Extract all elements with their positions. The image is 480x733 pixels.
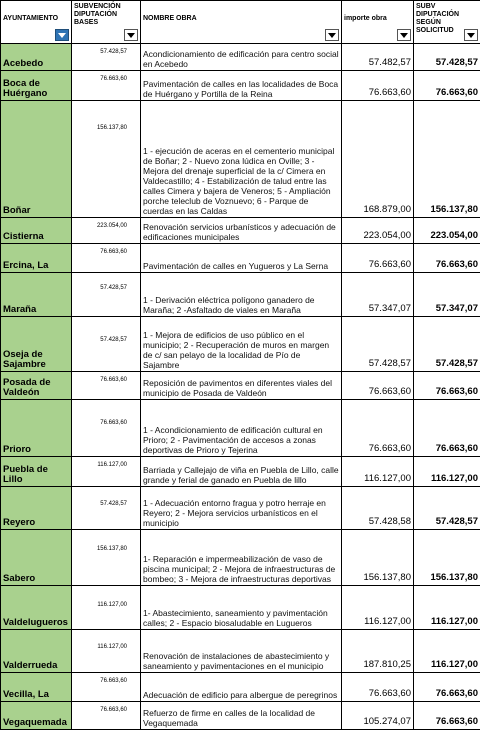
cell-importe-obra[interactable]: 223.054,00: [342, 218, 414, 244]
cell-nombre-obra[interactable]: 1- Reparación e impermeabilización de vaso de piscina municipal; 2 - Mejora de infraestructuras de bombeo; 3 - Mejora de infraestructuras deportivas: [141, 530, 342, 586]
cell-subvencion[interactable]: 116.127,00: [72, 586, 141, 630]
cell-ayuntamiento[interactable]: Vegaquemada: [1, 702, 72, 730]
table-row: [1, 218, 480, 244]
header-nombre-obra-label: NOMBRE OBRA: [143, 15, 197, 22]
cell-importe-obra[interactable]: 76.663,60: [342, 400, 414, 457]
cell-subv-solicitud[interactable]: 57.428,57: [414, 487, 480, 530]
cell-nombre-obra[interactable]: Barriada y Callejajo de viña en Puebla de Lillo, calle grande y ferial de ganado en Puebla de lillo: [141, 457, 342, 487]
cell-subv-solicitud[interactable]: 223.054,00: [414, 218, 480, 244]
cell-ayuntamiento[interactable]: Ercina, La: [1, 244, 72, 273]
cell-subvencion[interactable]: 57.428,57: [72, 487, 141, 530]
header-nombre-obra: [141, 1, 342, 44]
cell-subvencion[interactable]: 116.127,00: [72, 630, 141, 673]
cell-importe-obra[interactable]: 168.879,00: [342, 101, 414, 218]
cell-subvencion[interactable]: 223.054,00: [72, 218, 141, 244]
cell-subvencion[interactable]: 57.428,57: [72, 273, 141, 317]
header-importe-obra: [342, 1, 414, 44]
header-subvencion-label: SUBVENCIÓN DIPUTACIÓN BASES: [74, 3, 121, 26]
header-subvencion: [72, 1, 141, 44]
cell-ayuntamiento[interactable]: Boñar: [1, 101, 72, 218]
header-subv-solicitud: [414, 1, 480, 44]
cell-subv-solicitud[interactable]: 76.663,60: [414, 702, 480, 730]
cell-subv-solicitud[interactable]: 156.137,80: [414, 530, 480, 586]
cell-nombre-obra[interactable]: 1 - Acondicionamiento de edificación cultural en Prioro; 2 - Pavimentación de accesos a zonas deportivas de Prioro y Tejerina: [141, 400, 342, 457]
cell-importe-obra[interactable]: 116.127,00: [342, 586, 414, 630]
table-row: [1, 273, 480, 317]
filter-dropdown-subvencion[interactable]: [124, 29, 138, 41]
cell-ayuntamiento[interactable]: Valderrueda: [1, 630, 72, 673]
filter-dropdown-subv-solicitud[interactable]: [464, 29, 478, 41]
chevron-down-icon: [328, 33, 336, 38]
cell-subvencion[interactable]: 57.428,57: [72, 317, 141, 372]
cell-subv-solicitud[interactable]: 76.663,60: [414, 400, 480, 457]
header-ayuntamiento-label: AYUNTAMIENTO: [3, 15, 59, 22]
cell-subv-solicitud[interactable]: 116.127,00: [414, 630, 480, 673]
cell-subv-solicitud[interactable]: 76.663,60: [414, 673, 480, 702]
cell-subv-solicitud[interactable]: 76.663,60: [414, 372, 480, 400]
cell-nombre-obra[interactable]: 1 - Adecuación entorno fragua y potro herraje en Reyero; 2 - Mejora servicios urbanísticos en el municipio: [141, 487, 342, 530]
cell-subvencion[interactable]: 156.137,80: [72, 101, 141, 218]
cell-ayuntamiento[interactable]: Posada de Valdeón: [1, 372, 72, 400]
cell-importe-obra[interactable]: 76.663,60: [342, 372, 414, 400]
cell-importe-obra[interactable]: 187.810,25: [342, 630, 414, 673]
cell-importe-obra[interactable]: 76.663,60: [342, 673, 414, 702]
cell-ayuntamiento[interactable]: Reyero: [1, 487, 72, 530]
chevron-down-icon: [400, 33, 408, 38]
cell-importe-obra[interactable]: 57.347,07: [342, 273, 414, 317]
cell-subvencion[interactable]: 76.663,60: [72, 702, 141, 730]
table-row: [1, 44, 480, 71]
cell-ayuntamiento[interactable]: Maraña: [1, 273, 72, 317]
cell-subv-solicitud[interactable]: 116.127,00: [414, 586, 480, 630]
cell-nombre-obra[interactable]: Acondicionamiento de edificación para centro social en Acebedo: [141, 44, 342, 71]
cell-subvencion[interactable]: 116.127,00: [72, 457, 141, 487]
table-row: [1, 372, 480, 400]
cell-importe-obra[interactable]: 76.663,60: [342, 71, 414, 101]
cell-importe-obra[interactable]: 116.127,00: [342, 457, 414, 487]
cell-nombre-obra[interactable]: Renovación de instalaciones de abastecimiento y saneamiento y pavimentaciones en el municipio: [141, 630, 342, 673]
cell-subvencion[interactable]: 76.663,60: [72, 244, 141, 273]
table-row: [1, 487, 480, 530]
table-row: [1, 630, 480, 673]
cell-nombre-obra[interactable]: Pavimentación de calles en las localidades de Boca de Huérgano y Portilla de la Reina: [141, 71, 342, 101]
table-row: [1, 101, 480, 218]
table-row: [1, 673, 480, 702]
cell-nombre-obra[interactable]: 1 - Mejora de edificios de uso público en el municipio; 2 - Recuperación de muros en margen de c/ san pelayo de la localidad de Pío de Sajambre: [141, 317, 342, 372]
cell-nombre-obra[interactable]: Refuerzo de firme en calles de la localidad de Vegaquemada: [141, 702, 342, 730]
cell-nombre-obra[interactable]: 1- Abastecimiento, saneamiento y pavimentación calles; 2 - Espacio biosaludable en Lugueros: [141, 586, 342, 630]
cell-subvencion[interactable]: 76.663,60: [72, 400, 141, 457]
table-row: [1, 317, 480, 372]
cell-ayuntamiento[interactable]: Prioro: [1, 400, 72, 457]
cell-nombre-obra[interactable]: Adecuación de edificio para albergue de peregrinos: [141, 673, 342, 702]
header-importe-obra-label: importe obra: [344, 15, 387, 22]
cell-subv-solicitud[interactable]: 116.127,00: [414, 457, 480, 487]
cell-ayuntamiento[interactable]: Oseja de Sajambre: [1, 317, 72, 372]
cell-ayuntamiento[interactable]: Puebla de Lillo: [1, 457, 72, 487]
cell-subvencion[interactable]: 76.663,60: [72, 71, 141, 101]
cell-nombre-obra[interactable]: Renovación servicios urbanísticos y adecuación de edificaciones municipales: [141, 218, 342, 244]
cell-importe-obra[interactable]: 57.428,58: [342, 487, 414, 530]
cell-subvencion[interactable]: 76.663,60: [72, 372, 141, 400]
table-row: [1, 457, 480, 487]
cell-subv-solicitud[interactable]: 57.347,07: [414, 273, 480, 317]
cell-subv-solicitud[interactable]: 76.663,60: [414, 244, 480, 273]
filter-dropdown-ayuntamiento[interactable]: [55, 29, 69, 41]
cell-importe-obra[interactable]: 57.482,57: [342, 44, 414, 71]
table-row: [1, 71, 480, 101]
cell-nombre-obra[interactable]: 1 - ejecución de aceras en el cementerio municipal de Boñar; 2 - Nuevo zona lúdica en Oville; 3 - Mejora del drenaje superficial de la c/ Cimera en Valdecastillo; 4 - Estabilización de talud entre las calles Cimera y bajera de Veneros; 5 - Ampliación porche teleclub de Voznuevo; 6 - Parque de cuerdas en las Caldas: [141, 101, 342, 218]
cell-nombre-obra[interactable]: Reposición de pavimentos en diferentes viales del municipio de Posada de Valdeón: [141, 372, 342, 400]
chevron-down-icon: [127, 33, 135, 38]
cell-subvencion[interactable]: 156.137,80: [72, 530, 141, 586]
filter-dropdown-nombre-obra[interactable]: [325, 29, 339, 41]
cell-subv-solicitud[interactable]: 57.428,57: [414, 44, 480, 71]
table-row: [1, 400, 480, 457]
cell-subv-solicitud[interactable]: 76.663,60: [414, 71, 480, 101]
cell-importe-obra[interactable]: 156.137,80: [342, 530, 414, 586]
cell-subv-solicitud[interactable]: 156.137,80: [414, 101, 480, 218]
table-row: [1, 244, 480, 273]
cell-importe-obra[interactable]: 57.428,57: [342, 317, 414, 372]
filter-dropdown-importe-obra[interactable]: [397, 29, 411, 41]
cell-ayuntamiento[interactable]: Cistierna: [1, 218, 72, 244]
cell-ayuntamiento[interactable]: Vecilla, La: [1, 673, 72, 702]
cell-ayuntamiento[interactable]: Valdelugueros: [1, 586, 72, 630]
chevron-down-icon: [467, 33, 475, 38]
cell-importe-obra[interactable]: 105.274,07: [342, 702, 414, 730]
cell-subv-solicitud[interactable]: 57.428,57: [414, 317, 480, 372]
table-row: [1, 530, 480, 586]
cell-nombre-obra[interactable]: Pavimentación de calles en Yugueros y La Serna: [141, 244, 342, 273]
cell-ayuntamiento[interactable]: Boca de Huérgano: [1, 71, 72, 101]
cell-ayuntamiento[interactable]: Acebedo: [1, 44, 72, 71]
cell-ayuntamiento[interactable]: Sabero: [1, 530, 72, 586]
cell-importe-obra[interactable]: 76.663,60: [342, 244, 414, 273]
header-ayuntamiento: [1, 1, 72, 44]
cell-subvencion[interactable]: 57.428,57: [72, 44, 141, 71]
header-row: [1, 1, 480, 44]
cell-subvencion[interactable]: 76.663,60: [72, 673, 141, 702]
table-row: [1, 702, 480, 730]
cell-nombre-obra[interactable]: 1 - Derivación eléctrica polígono ganadero de Maraña; 2 -Asfaltado de viales en Maraña: [141, 273, 342, 317]
table-row: [1, 586, 480, 630]
header-subv-solicitud-label: SUBV DIPUTACIÓN SEGÚN SOLICITUD: [416, 3, 460, 34]
chevron-down-icon: [58, 33, 66, 38]
